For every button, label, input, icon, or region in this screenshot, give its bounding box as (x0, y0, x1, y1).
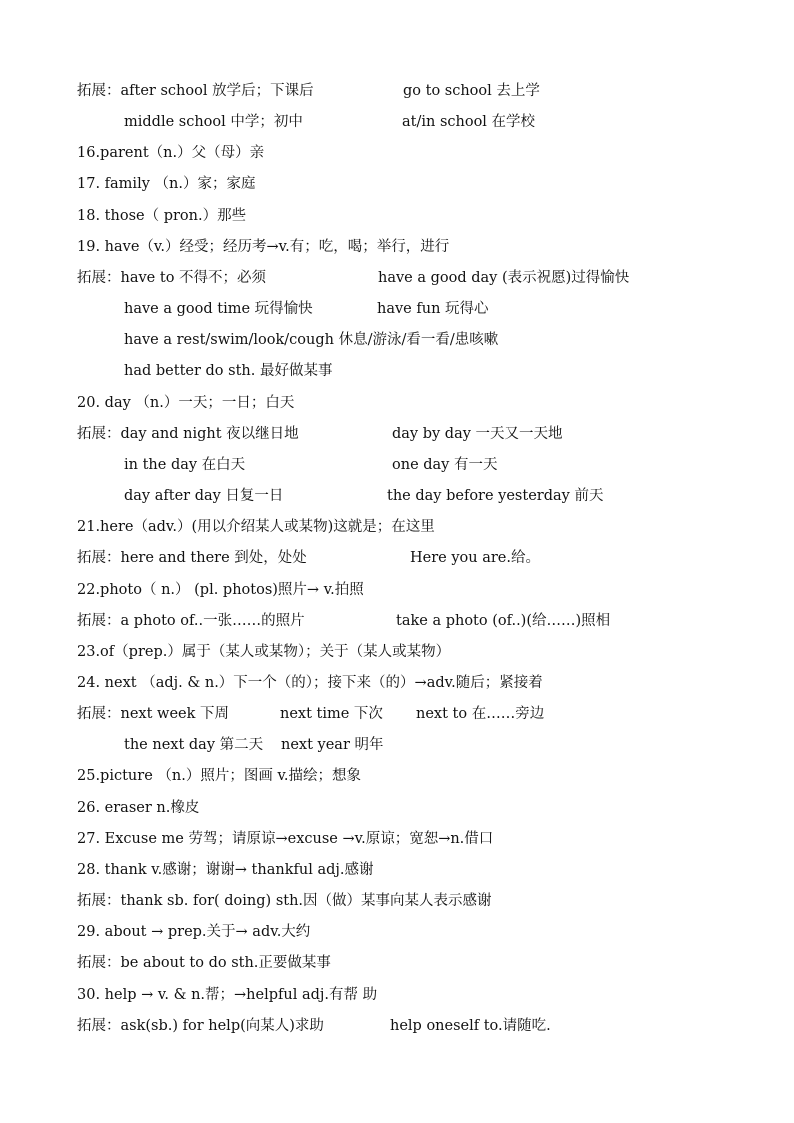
text-line (77, 419, 777, 450)
text-line (77, 512, 777, 543)
text-line (77, 232, 777, 263)
text-line (77, 107, 777, 138)
text-segment: 19. have（v.）经受；经历考→v.有；吃，喝；举行，进行 (77, 239, 450, 255)
text-segment: 28. thank v.感谢；谢谢→ thankful adj.感谢 (77, 862, 374, 878)
text-segment: next to 在……旁边 (416, 706, 545, 722)
text-segment: Here you are.给。 (410, 550, 540, 566)
text-segment: 拓展：be about to do sth.正要做某事 (77, 955, 331, 971)
text-segment: 拓展：after school 放学后；下课后 (77, 83, 314, 99)
text-line (77, 793, 777, 824)
text-line (77, 325, 777, 356)
text-segment: have a rest/swim/look/cough 休息/游泳/看一看/患咳嗽 (124, 332, 499, 348)
text-line (77, 980, 777, 1011)
text-segment: 18. those（ pron.）那些 (77, 208, 247, 224)
text-segment: 拓展：have to 不得不；必须 (77, 270, 267, 286)
text-line (77, 855, 777, 886)
text-segment: 16.parent（n.）父（母）亲 (77, 145, 265, 161)
text-segment: help oneself to.请随吃. (390, 1018, 551, 1034)
text-line (77, 450, 777, 481)
text-line (77, 169, 777, 200)
text-line (77, 481, 777, 512)
text-line (77, 388, 777, 419)
text-line (77, 263, 777, 294)
text-line (77, 543, 777, 574)
text-segment: take a photo (of..)(给……)照相 (396, 613, 611, 629)
text-segment: 拓展：here and there 到处，处处 (77, 550, 307, 566)
text-segment: 拓展：a photo of..一张……的照片 (77, 613, 305, 629)
text-line (77, 575, 777, 606)
text-line (77, 201, 777, 232)
text-line (77, 730, 777, 761)
text-segment: 20. day （n.）一天；一日；白天 (77, 395, 295, 411)
text-segment: 26. eraser n.橡皮 (77, 800, 200, 816)
text-segment: 拓展：thank sb. for( doing) sth.因（做）某事向某人表示感谢 (77, 893, 492, 909)
text-line (77, 294, 777, 325)
text-line (77, 948, 777, 979)
text-segment: 24. next （adj. & n.）下一个（的）；接下来（的）→adv.随后；紧接着 (77, 675, 543, 691)
text-line (77, 917, 777, 948)
text-line (77, 637, 777, 668)
text-segment: 拓展：next week 下周 (77, 706, 230, 722)
text-line (77, 761, 777, 792)
text-segment: had better do sth. 最好做某事 (124, 363, 333, 379)
text-line (77, 356, 777, 387)
text-segment: 22.photo（ n.） (pl. photos)照片→ v.拍照 (77, 582, 364, 598)
text-segment: middle school 中学；初中 (124, 114, 303, 130)
text-line (77, 76, 777, 107)
text-segment: day by day 一天又一天地 (392, 426, 563, 442)
text-line (77, 699, 777, 730)
text-line (77, 1011, 777, 1042)
text-line (77, 668, 777, 699)
text-segment: have a good day (表示祝愿)过得愉快 (378, 270, 630, 286)
text-line (77, 138, 777, 169)
text-segment: 拓展：ask(sb.) for help(向某人)求助 (77, 1018, 324, 1034)
text-line (77, 606, 777, 637)
text-segment: go to school 去上学 (403, 83, 540, 99)
text-segment: next time 下次 (280, 706, 383, 722)
text-line (77, 824, 777, 855)
text-segment: 27. Excuse me 劳驾；请原谅→excuse →v.原谅；宽恕→n.借口 (77, 831, 494, 847)
text-segment: day after day 日复一日 (124, 488, 284, 504)
text-segment: one day 有一天 (392, 457, 498, 473)
text-segment: 17. family （n.）家；家庭 (77, 176, 256, 192)
text-segment: 拓展：day and night 夜以继日地 (77, 426, 299, 442)
text-segment: 23.of（prep.）属于（某人或某物）；关于（某人或某物） (77, 644, 451, 660)
text-segment: 25.picture （n.）照片；图画 v.描绘；想象 (77, 768, 362, 784)
text-segment: next year 明年 (281, 737, 384, 753)
text-segment: in the day 在白天 (124, 457, 246, 473)
text-segment: 30. help → v. & n.帮；→helpful adj.有帮 助 (77, 987, 378, 1003)
text-segment: the day before yesterday 前天 (387, 488, 604, 504)
text-segment: have fun 玩得心 (377, 301, 489, 317)
text-segment: 21.here（adv.）(用以介绍某人或某物)这就是；在这里 (77, 519, 435, 535)
text-segment: 29. about → prep.关于→ adv.大约 (77, 924, 311, 940)
text-line (77, 886, 777, 917)
text-segment: the next day 第二天 (124, 737, 264, 753)
text-segment: at/in school 在学校 (402, 114, 536, 130)
text-segment: have a good time 玩得愉快 (124, 301, 313, 317)
